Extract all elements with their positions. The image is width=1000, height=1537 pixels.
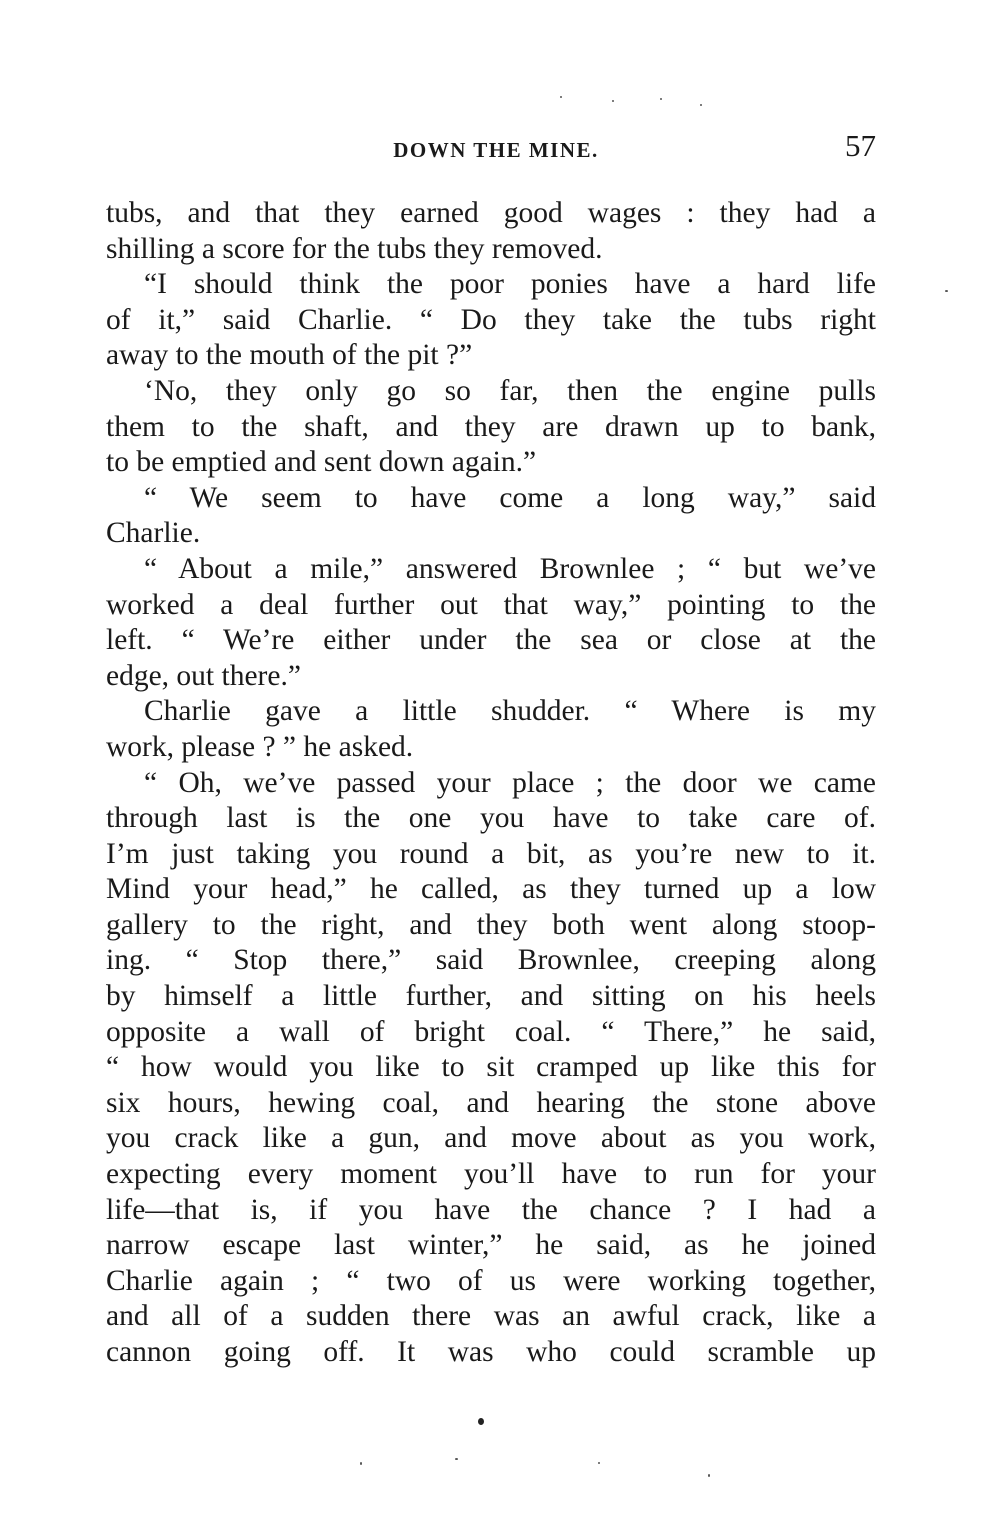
text-line: away to the mouth of the pit ?” (106, 339, 473, 372)
text-line: Charlie gave a little shudder. “ Where is my (144, 695, 876, 728)
text-line: you crack like a gun, and move about as you work, (106, 1122, 876, 1155)
text-line: opposite a wall of bright coal. “ There,” he said, (106, 1015, 876, 1048)
running-title: DOWN THE MINE. (393, 138, 599, 162)
text-line: “ About a mile,” answered Brownlee ; “ but we’ve (144, 552, 876, 585)
text-line: shilling a score for the tubs they removed. (106, 232, 603, 265)
scan-speck (660, 98, 662, 100)
scan-speck (708, 1474, 710, 1477)
text-line: six hours, hewing coal, and hearing the stone above (106, 1086, 876, 1119)
text-line: tubs, and that they earned good wages : they had a (106, 197, 876, 229)
text-line: left. “ We’re either under the sea or close at the (106, 624, 876, 657)
text-line: expecting every moment you’ll have to run for your (106, 1158, 876, 1191)
scan-speck (598, 1462, 600, 1464)
text-line: “ We seem to have come a long way,” said (144, 481, 876, 514)
scan-speck (455, 1458, 458, 1460)
body-text (106, 196, 876, 1371)
text-line: them to the shaft, and they are drawn up to bank, (106, 410, 876, 443)
text-line: and all of a sudden there was an awful crack, like a (106, 1300, 876, 1333)
text-line: through last is the one you have to take care of. (106, 802, 876, 835)
scan-speck (945, 290, 948, 292)
scan-speck (478, 1418, 484, 1425)
text-line: life—that is, if you have the chance ? I had a (106, 1193, 876, 1226)
text-line: Mind your head,” he called, as they turned up a low (106, 873, 876, 906)
page-number: 57 (845, 128, 876, 163)
text-line: worked a deal further out that way,” pointing to the (106, 588, 876, 621)
scan-speck (700, 104, 702, 106)
text-line: ing. “ Stop there,” said Brownlee, creeping along (106, 944, 876, 977)
text-line: gallery to the right, and they both went along stoop- (106, 908, 876, 941)
text-line: Charlie again ; “ two of us were working together, (106, 1264, 876, 1297)
text-line: cannon going off. It was who could scramble up (106, 1336, 876, 1368)
text-line: “ Oh, we’ve passed your place ; the door we came (144, 766, 876, 799)
text-line: “ how would you like to sit cramped up like this for (106, 1051, 876, 1084)
text-line: of it,” said Charlie. “ Do they take the tubs right (106, 303, 876, 336)
text-line: narrow escape last winter,” he said, as he joined (106, 1229, 876, 1262)
scan-speck (560, 96, 562, 98)
text-line: “I should think the poor ponies have a hard life (144, 268, 876, 301)
text-line: by himself a little further, and sitting on his heels (106, 980, 876, 1013)
scan-speck (612, 100, 614, 102)
scan-speck (360, 1462, 362, 1465)
text-line: work, please ? ” he asked. (106, 730, 414, 763)
text-line: to be emptied and sent down again.” (106, 446, 537, 479)
text-line: Charlie. (106, 517, 201, 550)
text-line: I’m just taking you round a bit, as you’re new to it. (106, 837, 876, 870)
text-line: edge, out there.” (106, 659, 301, 692)
running-head (106, 128, 876, 168)
text-line: ‘No, they only go so far, then the engine pulls (144, 374, 876, 407)
